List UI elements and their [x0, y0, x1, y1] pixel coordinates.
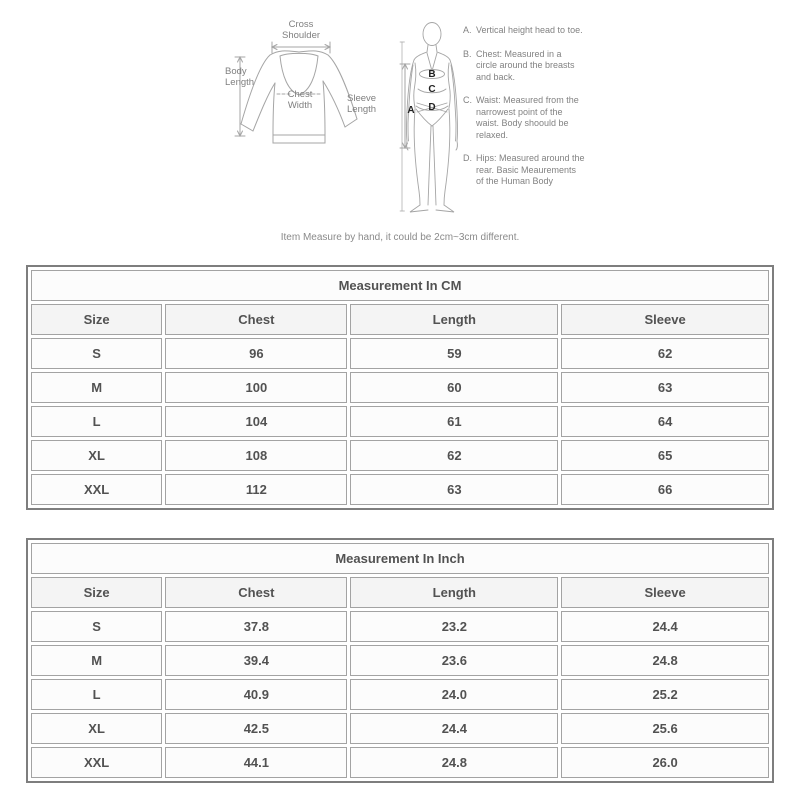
table-cell: 24.4 [350, 713, 558, 744]
table-row [31, 679, 769, 710]
column-header-sleeve: Sleeve [561, 304, 769, 335]
table-cell: XXL [31, 747, 162, 778]
table-cell: 39.4 [165, 645, 347, 676]
table-cell: 62 [561, 338, 769, 369]
chest-width-label: Chest Width [287, 89, 313, 111]
sleeve-length-label: Sleeve Length [347, 93, 377, 115]
table-cell: 100 [165, 372, 347, 403]
table-cell: 66 [561, 474, 769, 505]
table-cell: 64 [561, 406, 769, 437]
size-tables [0, 265, 800, 783]
table-title: Measurement In Inch [31, 543, 769, 574]
table-cell: 25.2 [561, 679, 769, 710]
table-cell: 60 [350, 372, 558, 403]
table-cell: 23.2 [350, 611, 558, 642]
table-cell: 42.5 [165, 713, 347, 744]
table-row [31, 338, 769, 369]
table-cell: 96 [165, 338, 347, 369]
column-header-length: Length [350, 304, 558, 335]
table-title-row [31, 543, 769, 574]
table-cell: 108 [165, 440, 347, 471]
table-row [31, 747, 769, 778]
size-table-cm [26, 265, 774, 510]
table-cell: 24.0 [350, 679, 558, 710]
annotation-text: Vertical height head to toe. [476, 25, 583, 35]
table-cell: 37.8 [165, 611, 347, 642]
table-cell: 24.4 [561, 611, 769, 642]
table-row [31, 372, 769, 403]
table-cell: M [31, 645, 162, 676]
annotation-text: Chest: Measured in a circle around the breasts and back. [476, 48, 575, 82]
annotation-item-a [463, 25, 585, 37]
cross-shoulder-label: Cross Shoulder [281, 19, 321, 41]
annotation-text: Waist: Measured from the narrowest point of the waist. Body shoould be relaxed. [476, 95, 579, 140]
annotation-text: Hips: Measured around the rear. Basic Meaurements of the Human Body [476, 153, 585, 186]
table-cell: L [31, 406, 162, 437]
table-row [31, 440, 769, 471]
figure-marker-d: D [428, 102, 436, 113]
table-cell: 104 [165, 406, 347, 437]
annotation-label: A. [463, 25, 472, 35]
annotation-item-d [463, 153, 585, 188]
table-cell: 112 [165, 474, 347, 505]
table-cell: 44.1 [165, 747, 347, 778]
column-header-sleeve: Sleeve [561, 577, 769, 608]
figure-marker-c: C [428, 84, 436, 95]
body-length-label: Body Length [225, 66, 255, 88]
hand-measure-note: Item Measure by hand, it could be 2cm~3cm different. [280, 232, 520, 243]
table-cell: 25.6 [561, 713, 769, 744]
table-cell: 63 [350, 474, 558, 505]
table-cell: 61 [350, 406, 558, 437]
column-header-chest: Chest [165, 304, 347, 335]
table-cell: S [31, 338, 162, 369]
table-cell: 40.9 [165, 679, 347, 710]
annotation-label: C. [463, 95, 472, 105]
table-cell: M [31, 372, 162, 403]
table-cell: S [31, 611, 162, 642]
table-cell: 26.0 [561, 747, 769, 778]
table-cell: XXL [31, 474, 162, 505]
table-row [31, 474, 769, 505]
body-figure-diagram [398, 13, 470, 215]
column-header-chest: Chest [165, 577, 347, 608]
table-cell: 62 [350, 440, 558, 471]
measurement-annotations [463, 25, 585, 200]
annotation-item-b [463, 49, 585, 84]
table-row [31, 645, 769, 676]
column-header-size: Size [31, 577, 162, 608]
table-cell: 63 [561, 372, 769, 403]
table-cell: 23.6 [350, 645, 558, 676]
table-cell: 24.8 [350, 747, 558, 778]
column-header-length: Length [350, 577, 558, 608]
table-row [31, 406, 769, 437]
table-row [31, 611, 769, 642]
column-header-size: Size [31, 304, 162, 335]
figure-marker-a: A [407, 105, 415, 116]
measurement-diagram-section [0, 0, 800, 226]
body-outline [400, 23, 458, 213]
table-cell: 65 [561, 440, 769, 471]
table-title: Measurement In CM [31, 270, 769, 301]
table-cell: XL [31, 440, 162, 471]
table-header-row [31, 304, 769, 335]
annotation-label: B. [463, 48, 472, 59]
table-cell: L [31, 679, 162, 710]
table-row [31, 713, 769, 744]
table-cell: XL [31, 713, 162, 744]
table-header-row [31, 577, 769, 608]
table-cell: 24.8 [561, 645, 769, 676]
figure-marker-b: B [428, 69, 436, 80]
size-table-inch [26, 538, 774, 783]
annotation-label: D. [463, 153, 472, 163]
table-title-row [31, 270, 769, 301]
table-cell: 59 [350, 338, 558, 369]
annotation-item-c [463, 95, 585, 141]
